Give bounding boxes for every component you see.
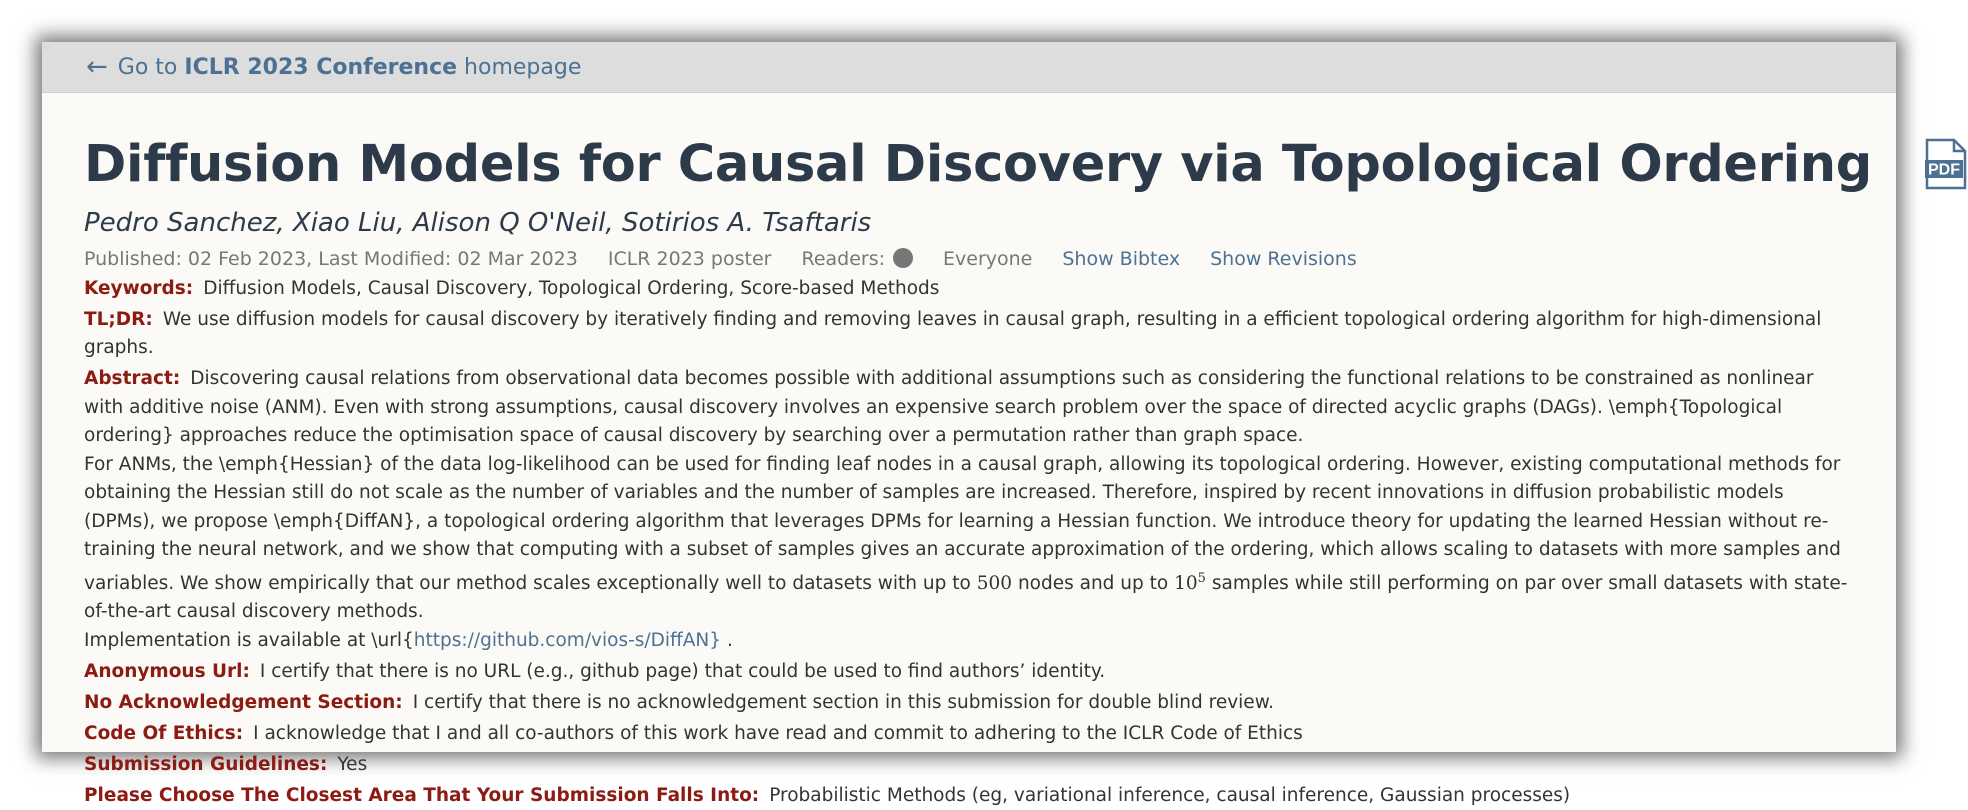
field-label: Submission Guidelines: (84, 754, 328, 776)
abstract-end: . (726, 629, 733, 651)
math-base: 10 (1174, 572, 1198, 594)
venue-label: ICLR 2023 poster (607, 248, 772, 270)
title-row (84, 134, 1960, 194)
field-value: Yes (337, 754, 368, 776)
field-label: Abstract: (84, 368, 181, 389)
field-label: Please Choose The Closest Area That Your Submission Falls Into: (84, 785, 760, 807)
show-bibtex-link[interactable]: Show Bibtex (1062, 248, 1181, 270)
field-value: Diffusion Models, Causal Discovery, Topological Ordering, Score-based Methods (203, 278, 940, 299)
field-value: Probabilistic Methods (eg, variational inference, causal inference, Gaussian processes) (769, 785, 1571, 807)
field-label: Anonymous Url: (84, 661, 250, 683)
field-label: No Acknowledgement Section: (84, 692, 403, 714)
readers (801, 248, 1032, 270)
abstract-text: samples while still performing on par over small datasets with state-of-the-art causal discovery methods. (84, 572, 1848, 623)
paper-meta (84, 248, 1854, 270)
area-field (84, 782, 1854, 810)
abstract-text: nodes and up to (1017, 572, 1169, 594)
field-value: I acknowledge that I and all co-authors of this work have read and commit to adhering to the ICLR Code of Ethics (253, 723, 1303, 745)
readers-label: Readers: (801, 248, 886, 270)
code-of-ethics-field (84, 720, 1854, 748)
math-exponent: 5 (1197, 570, 1206, 586)
back-link[interactable] (42, 42, 1896, 93)
field-label: Code Of Ethics: (84, 723, 244, 745)
note-content (42, 134, 1960, 810)
dates: Published: 02 Feb 2023, Last Modified: 02 Mar 2023 (84, 248, 578, 270)
pdf-download-icon[interactable] (1924, 138, 1968, 190)
field-label: TL;DR: (84, 309, 153, 330)
github-link[interactable]: https://github.com/vios-s/DiffAN} (413, 629, 722, 651)
keywords-field (84, 275, 1854, 303)
paper-title: Diffusion Models for Causal Discovery via Topological Ordering (84, 134, 1872, 194)
tldr-field (84, 306, 1854, 362)
acknowledgement-field (84, 689, 1854, 717)
abstract-paragraph-1: Discovering causal relations from observational data becomes possible with additional assumptions such as considering the functional relations to be constrained as nonlinear with additive noise (ANM). Even with strong assumptions, causal discovery involves an expensive search problem over the space of directed acyclic graphs (DAGs). \emph{Topological ordering} approaches reduce the optimisation space of causal discovery by searching over a permutation rather than graph space. (84, 368, 1814, 446)
back-link-prefix: Go to (117, 54, 178, 80)
field-value: We use diffusion models for causal discovery by iteratively finding and removing leaves in causal graph, resulting in a efficient topological ordering algorithm for high-dimensional graphs. (84, 309, 1822, 358)
abstract-impl: Implementation is available at \url{ (84, 629, 414, 651)
field-value: I certify that there is no URL (e.g., github page) that could be used to find authors’ identity. (259, 661, 1106, 683)
anonymous-url-field (84, 658, 1854, 686)
paper-authors: Pedro Sanchez, Xiao Liu, Alison Q O'Neil, Sotirios A. Tsaftaris (84, 208, 872, 238)
svg-text:PDF: PDF (1927, 161, 1960, 179)
abstract-field (84, 365, 1854, 655)
back-link-venue: ICLR 2023 Conference (184, 54, 458, 80)
math-samples (1174, 570, 1206, 594)
math-nodes: 500 (976, 572, 1013, 594)
submission-guidelines-field (84, 751, 1854, 779)
readers-value: Everyone (943, 248, 1033, 270)
show-revisions-link[interactable]: Show Revisions (1210, 248, 1357, 270)
abstract-paragraph-2: For ANMs, the \emph{Hessian} of the data log-likelihood can be used for finding leaf nodes in a causal graph, allowing its topological ordering. However, existing computational methods for obtaining the Hessian still do not scale as the number of variables and the number of samples are increased. Therefore, inspired by recent innovations in diffusion probabilistic models (DPMs), we propose \emph{DiffAN}, a topological ordering algorithm that leverages DPMs for learning a Hessian function. We introduce theory for updating the learned Hessian without re-training the neural network, and we show that computing with a subset of samples gives an accurate approximation of the ordering, which allows scaling to datasets with more samples and variables. We show empirically that our method scales exceptionally well to datasets with up to (84, 453, 1841, 594)
field-label: Keywords: (84, 278, 194, 299)
globe-icon (893, 248, 913, 268)
field-value: I certify that there is no acknowledgement section in this submission for double blind review. (412, 692, 1275, 714)
page-window (42, 42, 1960, 807)
back-link-suffix: homepage (464, 54, 582, 80)
arrow-left-icon: ← (86, 52, 108, 82)
